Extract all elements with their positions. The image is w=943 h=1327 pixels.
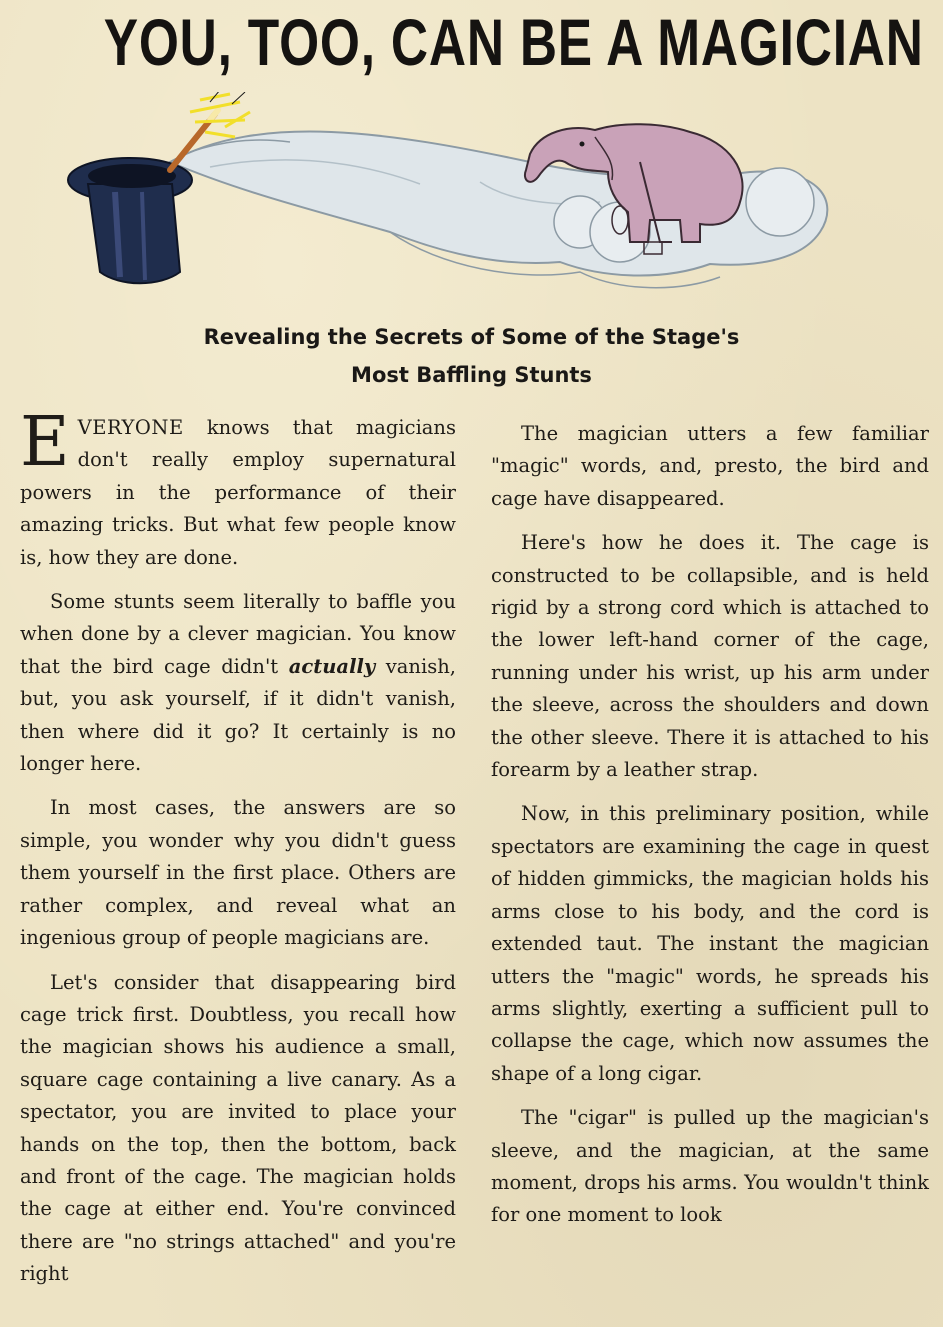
article-paragraph: The "cigar" is pulled up the magician's sleeve, and the magician, at the same moment, drops his arms. You wouldn't think for one moment to look	[491, 1106, 929, 1227]
paragraph-text: vanish, but, you ask yourself, if it didn't vanish, then where did it go? It certainly is no longer here.	[20, 654, 456, 776]
paragraph-text: knows that magicians don't really employ supernatural powers in the performance of their amazing tricks. But what few people know is, how they are done.	[20, 416, 456, 569]
article-paragraph: Here's how he does it. The cage is constructed to be collapsible, and is held rigid by a strong cord which is attached to the lower left-hand corner of the cage, running under his wrist, up his arm under the sleeve, across the shoulders and down the other sleeve. There it is attached to his forearm by a leather strap.	[491, 531, 929, 782]
article-paragraph	[20, 586, 456, 780]
article-paragraph: Now, in this preliminary position, while spectators are examining the cage in quest of hidden gimmicks, the magician holds his arms close to his body, and the cord is extended taut. The instant the magician utters the "magic" words, he spreads his arms slightly, exerting a sufficient pull to collapse the cage, which now assumes the shape of a long cigar.	[491, 802, 929, 1085]
lead-in: VERYONE	[77, 416, 184, 439]
subheading-line-2: Most Baffling Stunts	[351, 363, 592, 387]
article-column-left	[20, 403, 456, 1303]
page-title: YOU, TOO, CAN BE A MAGICIAN	[103, 5, 924, 79]
article-paragraph	[20, 403, 456, 574]
article-column-right	[491, 418, 929, 1244]
magician-illustration	[60, 92, 860, 312]
article-paragraph: In most cases, the answers are so simple, you wonder why you didn't guess them yourself in the first place. Others are rather complex, and reveal what an ingenious group of people magicians are.	[20, 796, 456, 950]
article-paragraph: The magician utters a few familiar "magic" words, and, presto, the bird and cage have disappeared.	[491, 422, 929, 510]
emphasis-text: actually	[288, 654, 376, 678]
paragraph-text: Some stunts seem literally to baffle you when done by a clever magician. You know that the bird cage didn't	[20, 590, 456, 678]
top-hat-icon	[68, 158, 192, 283]
subheading	[0, 318, 943, 394]
article-paragraph: Let's consider that disappearing bird cage trick first. Doubtless, you recall how the magician shows his audience a small, square cage containing a live canary. As a spectator, you are invited to place your hands on the top, then the bottom, back and front of the cage. The magician holds the cage at either end. You're convinced there are "no strings attached" and you're right	[20, 970, 456, 1286]
subheading-line-1: Revealing the Secrets of Some of the Stage's	[203, 325, 740, 349]
drop-cap: E	[20, 403, 70, 482]
